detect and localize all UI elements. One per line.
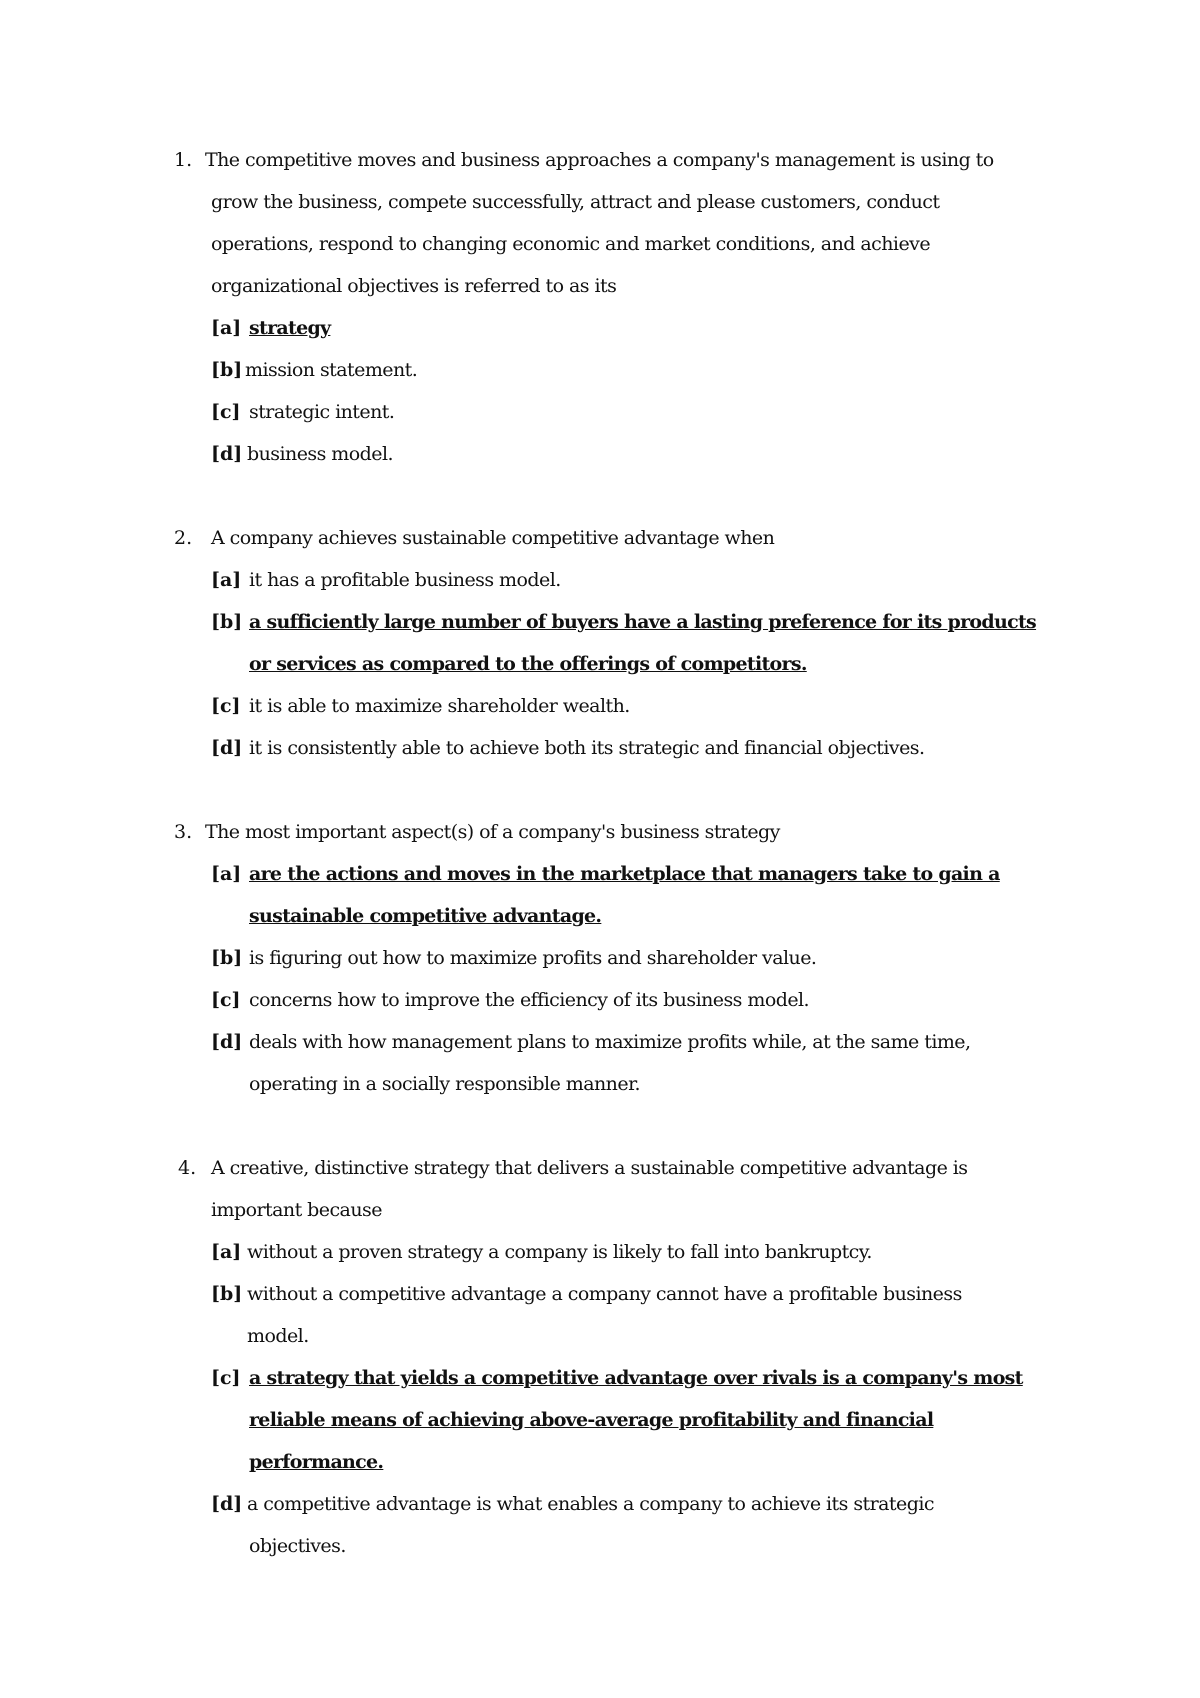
question-1-option-d-letter: [d] <box>211 443 243 465</box>
question-2-option-d-letter: [d] <box>211 737 243 759</box>
question-4-option-c-letter: [c] <box>211 1367 241 1389</box>
question-1-option-d-text: business model. <box>247 443 393 465</box>
question-4-option-d-text-line-1: a competitive advantage is what enables a company to achieve its strategic <box>247 1493 934 1515</box>
question-3-number: 3. <box>174 821 193 843</box>
question-1-option-b-letter: [b] <box>211 359 243 381</box>
question-3-option-d-text-line-2: operating in a socially responsible manner. <box>249 1073 641 1095</box>
question-3-option-a-text-line-2: sustainable competitive advantage. <box>249 905 602 927</box>
question-4-option-a-letter: [a] <box>211 1241 242 1263</box>
question-1-option-c-text: strategic intent. <box>249 401 395 423</box>
question-2-option-a-text: it has a profitable business model. <box>249 569 561 591</box>
question-1-option-b-text: mission statement. <box>245 359 418 381</box>
question-3-option-c-letter: [c] <box>211 989 241 1011</box>
question-4-option-d-text-line-2: objectives. <box>249 1535 346 1557</box>
question-3-option-a-text-line-1: are the actions and moves in the marketplace that managers take to gain a <box>249 863 1000 885</box>
question-3-option-b-text: is figuring out how to maximize profits and shareholder value. <box>249 947 817 969</box>
question-4-option-b-text-line-1: without a competitive advantage a company cannot have a profitable business <box>247 1283 962 1305</box>
question-1-stem-line-3: operations, respond to changing economic and market conditions, and achieve <box>211 233 931 255</box>
question-4-option-c-text-line-2: reliable means of achieving above-average profitability and financial <box>249 1409 934 1431</box>
question-2-option-b-letter: [b] <box>211 611 243 633</box>
question-4-stem-line-1: A creative, distinctive strategy that delivers a sustainable competitive advantage is <box>211 1157 968 1179</box>
question-4-stem-line-2: important because <box>211 1199 382 1221</box>
question-2-option-c-text: it is able to maximize shareholder wealth. <box>249 695 630 717</box>
question-2-option-b-text-line-2: or services as compared to the offerings of competitors. <box>249 653 807 675</box>
question-1-stem-line-1: The competitive moves and business approaches a company's management is using to <box>205 149 994 171</box>
question-4-option-b-text-line-2: model. <box>247 1325 309 1347</box>
question-4-option-a-text: without a proven strategy a company is likely to fall into bankruptcy. <box>247 1241 872 1263</box>
question-2-stem-line-1: A company achieves sustainable competitive advantage when <box>211 527 775 549</box>
question-2-number: 2. <box>174 527 193 549</box>
question-1-stem-line-2: grow the business, compete successfully, attract and please customers, conduct <box>211 191 940 213</box>
question-2-option-a-letter: [a] <box>211 569 242 591</box>
question-1-number: 1. <box>174 149 193 171</box>
question-2-option-c-letter: [c] <box>211 695 241 717</box>
question-1-option-a-letter: [a] <box>211 317 242 339</box>
question-3-option-c-text: concerns how to improve the efficiency of its business model. <box>249 989 810 1011</box>
question-2-option-b-text-line-1: a sufficiently large number of buyers have a lasting preference for its products <box>249 611 1037 633</box>
question-3-option-d-letter: [d] <box>211 1031 243 1053</box>
question-4-option-c-text-line-3: performance. <box>249 1451 384 1473</box>
question-1-option-a-text: strategy <box>249 317 331 339</box>
question-1-option-c-letter: [c] <box>211 401 241 423</box>
question-3-option-b-letter: [b] <box>211 947 243 969</box>
question-4-option-c-text-line-1: a strategy that yields a competitive advantage over rivals is a company's most <box>249 1367 1023 1389</box>
question-2-option-d-text: it is consistently able to achieve both its strategic and financial objectives. <box>249 737 925 759</box>
question-3-option-d-text-line-1: deals with how management plans to maximize profits while, at the same time, <box>249 1031 971 1053</box>
question-3-option-a-letter: [a] <box>211 863 242 885</box>
question-4-number: 4. <box>178 1157 197 1179</box>
question-1-stem-line-4: organizational objectives is referred to as its <box>211 275 617 297</box>
question-3-stem-line-1: The most important aspect(s) of a company's business strategy <box>205 821 780 843</box>
question-4-option-d-letter: [d] <box>211 1493 243 1515</box>
question-4-option-b-letter: [b] <box>211 1283 243 1305</box>
